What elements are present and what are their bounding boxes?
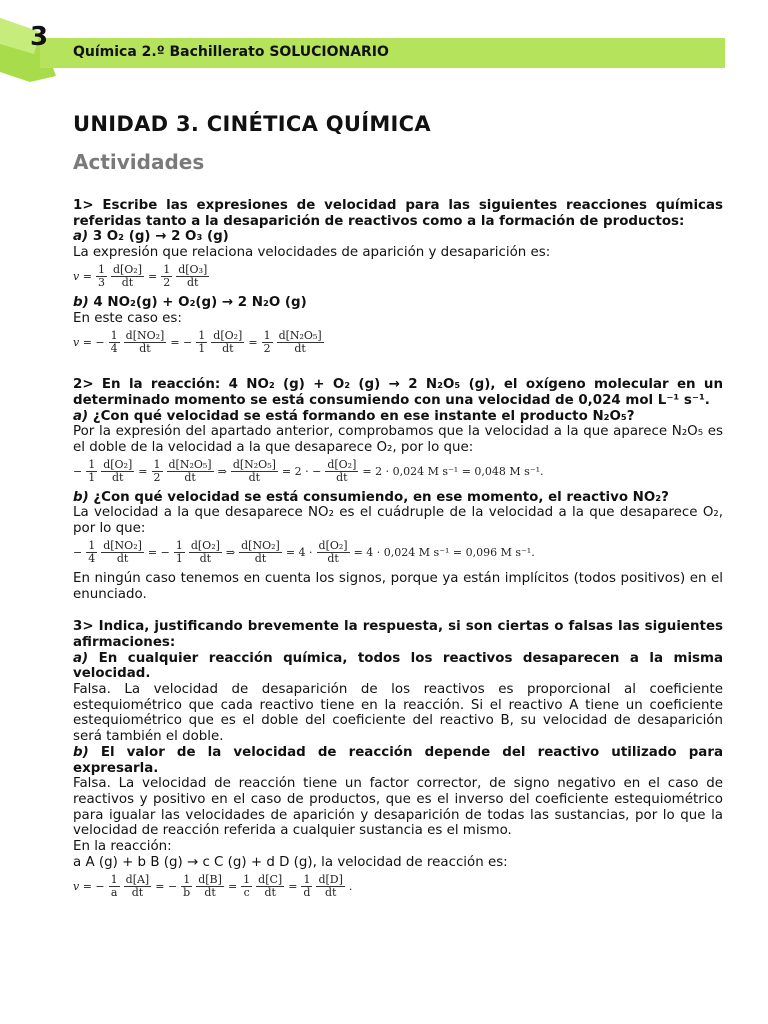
q1a-text: La expresión que relaciona velocidades de aparición y desaparición es: <box>73 245 551 261</box>
q2b-question: b) ¿Con qué velocidad se está consumiendo, en ese momento, el reactivo NO₂? <box>73 489 669 505</box>
q3b-text2: En la reacción: <box>73 839 172 855</box>
q2a-formula: − $\frac{1}{1}$ $\frac{\text{d[O₂]}}{dt}$ = $\frac{1}{2}$ $\frac{\text{d[N₂O₅]}}{dt}$ ⇒ $\frac{\text{d[N₂O₅]}}{dt}$ = 2 · − $\frac{\text{d[O₂]}}{dt}$ = 2 · 0,024 M s⁻¹ = 0,048 M s⁻¹. <box>73 458 544 485</box>
q3a-claim: a) En cualquier reacción química, todos los reactivos desaparecen a la misma velocidad. <box>73 650 723 682</box>
q3b-formula: v = − $\frac{1}{a}$ $\frac{d[A]}{dt}$ = − $\frac{1}{b}$ $\frac{d[B]}{dt}$ = $\frac{1}{c}$ $\frac{d[C]}{dt}$ = $\frac{1}{d}$ $\frac{d[D]}{dt}$ . <box>73 873 353 899</box>
section-title: Actividades <box>73 150 205 174</box>
chapter-number: 3 <box>30 22 49 52</box>
q2a-question: a) ¿Con qué velocidad se está formando en ese instante el producto N₂O₅? <box>73 408 635 424</box>
q3b-text3: a A (g) + b B (g) → c C (g) + d D (g), la velocidad de reacción es: <box>73 854 508 870</box>
q2b-text: La velocidad a la que desaparece NO₂ es el cuádruple de la velocidad a la que desaparece O₂, por lo que: <box>73 505 723 537</box>
page-content <box>73 112 723 905</box>
q2-statement: 2> En la reacción: 4 NO₂ (g) + O₂ (g) → 2 N₂O₅ (g), el oxígeno molecular en un determinado momento se está consumiendo con una velocidad de 0,024 mol L⁻¹ s⁻¹. <box>73 377 723 408</box>
q2-note: En ningún caso tenemos en cuenta los signos, porque ya están implícitos (todos positivos) en el enunciado. <box>73 570 723 602</box>
q1-statement: 1> Escribe las expresiones de velocidad para las siguientes reacciones químicas referidas tanto a la desaparición de reactivos como a la formación de productos: <box>73 198 723 229</box>
q1b-line: b) 4 NO₂(g) + O₂(g) → 2 N₂O (g) <box>73 294 307 310</box>
q3b-answer: Falsa. La velocidad de reacción tiene un factor corrector, de signo negativo en el caso de reactivos y positivo en el caso de productos, que es el inverso del coeficiente estequiométrico para igualar las velocidades de aparición y desaparición de todas las sustancias, por lo que la velocidad de reacción referida a cualquier sustancia es el mismo. <box>73 776 723 839</box>
q3a-answer: Falsa. La velocidad de desaparición de los reactivos es proporcional al coeficiente estequiométrico que cada reactivo tiene en la reacción. Si el reactivo A tiene un coeficiente estequiométrico que es el doble del coeficiente del reactivo B, su velocidad de desaparición será también el doble. <box>73 682 723 745</box>
q2b-formula: − $\frac{1}{4}$ $\frac{\text{d[NO₂]}}{dt}$ = − $\frac{1}{1}$ $\frac{\text{d[O₂]}}{dt}$ ⇒ $\frac{\text{d[NO₂]}}{dt}$ = 4 · $\frac{\text{d[O₂]}}{dt}$ = 4 · 0,024 M s⁻¹ = 0,096 M s⁻¹. <box>73 539 535 566</box>
q1b-formula: v = − $\frac{1}{4}$ $\frac{\text{d[NO₂]}}{dt}$ = − $\frac{1}{1}$ $\frac{\text{d[O₂]}}{dt}$ = $\frac{1}{2}$ $\frac{\text{d[N₂O₅]}}{dt}$ <box>73 328 322 355</box>
q1a-formula: v = $\frac{1}{3}$ $\frac{\text{d[O₂]}}{dt}$ = $\frac{1}{2}$ $\frac{\text{d[O₃]}}{dt}$ <box>73 263 208 290</box>
q1b-text: En este caso es: <box>73 310 182 326</box>
q2a-text: Por la expresión del apartado anterior, comprobamos que la velocidad a la que aparece N₂O₅ es el doble de la velocidad a la que desaparece O₂, por lo que: <box>73 424 723 456</box>
q3b-claim: b) El valor de la velocidad de reacción depende del reactivo utilizado para expresarla. <box>73 744 723 776</box>
q1a-line: a) 3 O₂ (g) → 2 O₃ (g) <box>73 229 229 245</box>
unit-title: UNIDAD 3. CINÉTICA QUÍMICA <box>73 112 431 136</box>
q3-statement: 3> Indica, justificando brevemente la respuesta, si son ciertas o falsas las siguientes afirmaciones: <box>73 619 723 650</box>
header-title: Química 2.º Bachillerato SOLUCIONARIO <box>73 44 389 60</box>
